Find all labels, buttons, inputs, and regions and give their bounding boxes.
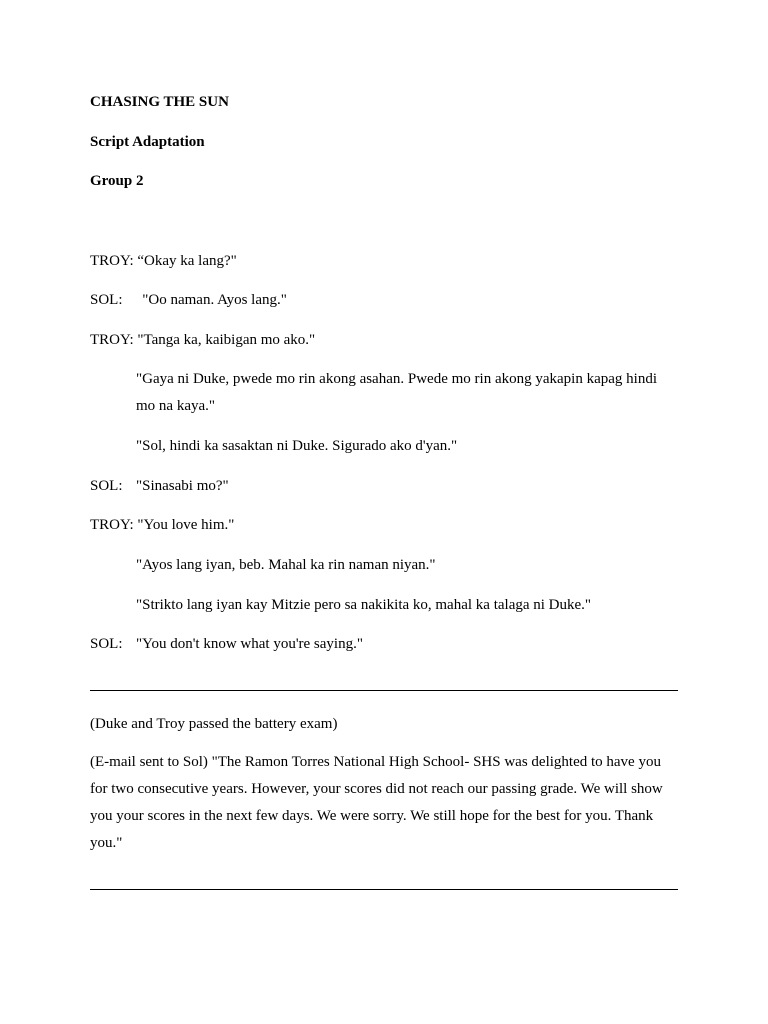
dialogue-text: "Oo naman. Ayos lang.": [142, 292, 287, 308]
dialogue-text: "Sinasabi mo?": [136, 478, 229, 494]
document-subtitle: Script Adaptation: [90, 134, 205, 150]
speaker-name: SOL:: [90, 292, 123, 308]
dialogue-text: "You love him.": [137, 517, 235, 533]
section-divider: [90, 889, 678, 890]
email-paragraph: (E-mail sent to Sol) "The Ramon Torres National High School- SHS was delighted to have you for two consecutive years. However, your scores did not reach our passing grade. We will show you your scores in the next few days. We were sorry. We still hope for the best for you. Thank you.": [90, 754, 663, 851]
dialogue-line: [90, 477, 229, 495]
dialogue-line: [136, 437, 457, 455]
dialogue-line: [136, 596, 591, 614]
document-title: CHASING THE SUN: [90, 94, 229, 110]
speaker-name: SOL:: [90, 636, 123, 652]
dialogue-line: [90, 252, 237, 270]
speaker-name: TROY:: [90, 332, 134, 348]
dialogue-text: “Okay ka lang?": [137, 253, 237, 269]
section-divider: [90, 690, 678, 691]
speaker-name: TROY:: [90, 253, 134, 269]
dialogue-text: "Strikto lang iyan kay Mitzie pero sa nakikita ko, mahal ka talaga ni Duke.": [136, 597, 592, 613]
dialogue-text: "Tanga ka, kaibigan mo ako.": [137, 332, 316, 348]
stage-direction: (Duke and Troy passed the battery exam): [90, 716, 338, 732]
speaker-name: TROY:: [90, 517, 134, 533]
dialogue-line: [90, 331, 315, 349]
group-label: Group 2: [90, 173, 144, 189]
dialogue-line: [136, 366, 676, 420]
dialogue-text: "Gaya ni Duke, pwede mo rin akong asahan. Pwede mo rin akong yakapin kapag hindi mo na kaya.": [136, 371, 657, 414]
dialogue-line: [90, 516, 234, 534]
speaker-name: SOL:: [90, 478, 123, 494]
dialogue-line: [90, 635, 363, 653]
dialogue-text: "Sol, hindi ka sasaktan ni Duke. Sigurado ako d'yan.": [136, 438, 458, 454]
dialogue-line: [136, 556, 436, 574]
dialogue-text: "Ayos lang iyan, beb. Mahal ka rin naman niyan.": [136, 557, 436, 573]
dialogue-text: "You don't know what you're saying.": [136, 636, 363, 652]
dialogue-line: [90, 291, 287, 309]
